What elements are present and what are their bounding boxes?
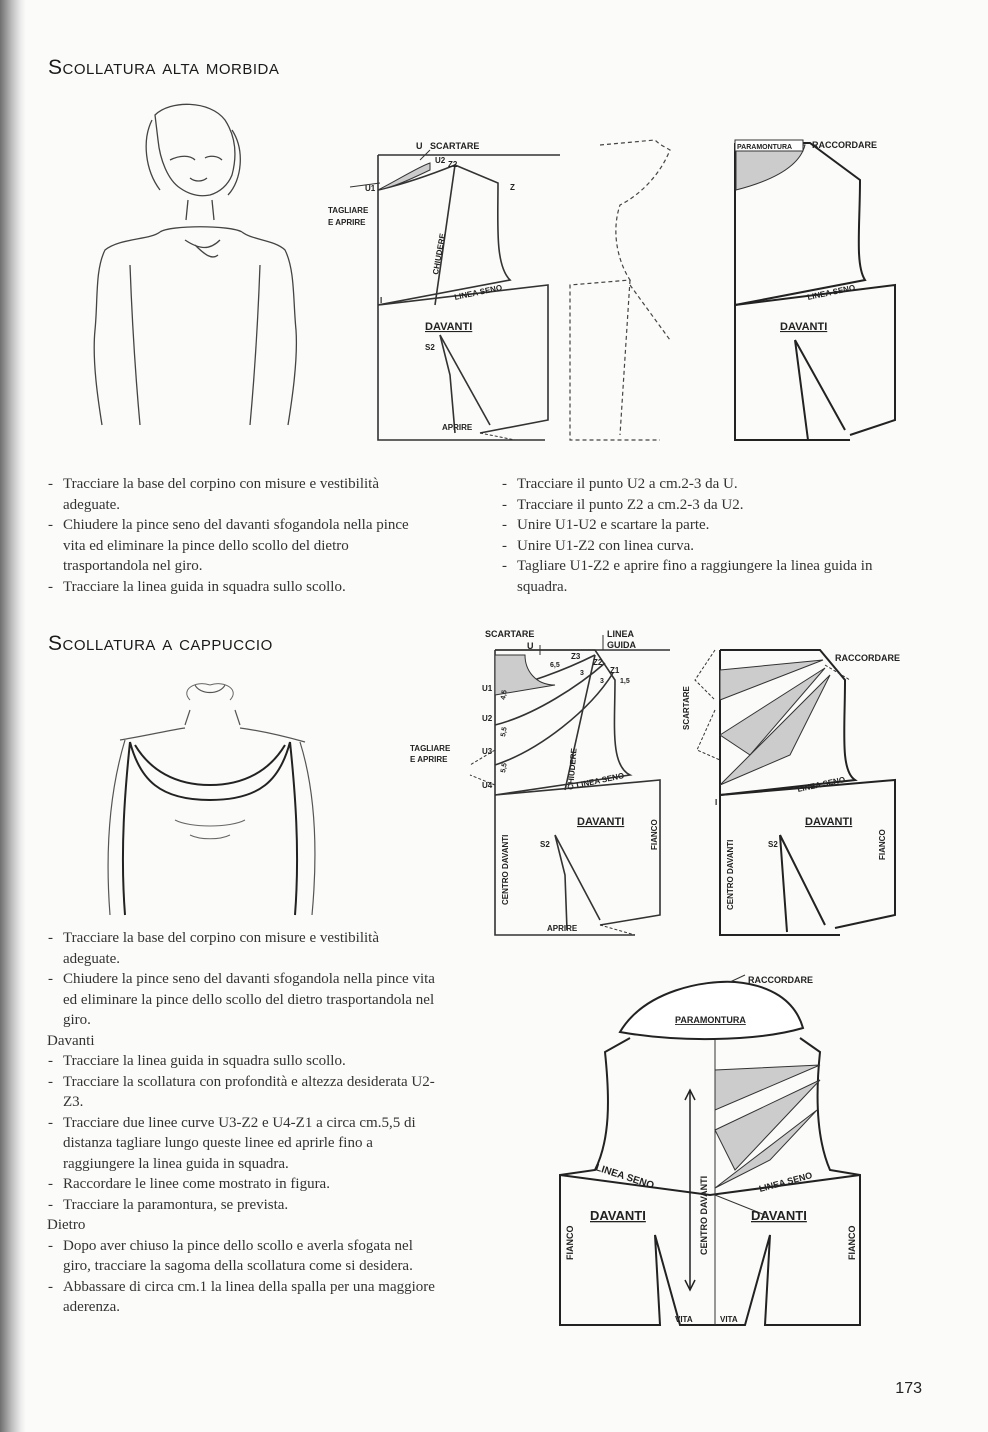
svg-text:Z3: Z3 [571,652,581,661]
svg-text:FIANCO: FIANCO [878,829,887,860]
diagram2-pattern-front [405,625,670,945]
svg-text:E APRIRE: E APRIRE [328,218,366,227]
svg-text:DAVANTI: DAVANTI [780,321,828,333]
step-item: - Raccordare le linee come mostrato in figura. [47,1174,437,1195]
step-item: - Tracciare la paramontura, se prevista. [47,1195,437,1216]
svg-text:U2: U2 [435,156,446,165]
svg-text:FIANCO: FIANCO [565,1225,575,1260]
step-item: - Unire U1-Z2 con linea curva. [501,536,911,557]
svg-text:1,5: 1,5 [620,678,630,685]
step-item: - Tracciare due linee curve U3-Z2 e U4-Z1 a circa cm.5,5 di distanza tagliare lungo queste linee ed aprirle fino a raggiungere la linea guida in squadra. [47,1113,437,1175]
svg-text:RACCORDARE: RACCORDARE [812,140,877,150]
fashion-sketch-cowl-neck [80,670,340,920]
svg-text:LINEA SENO: LINEA SENO [594,1162,656,1192]
step-item: - Tracciare la linea guida in squadra sullo scollo. [47,1051,437,1072]
svg-text:APRIRE: APRIRE [442,423,473,432]
svg-text:U3: U3 [482,747,493,756]
svg-text:U: U [527,641,534,651]
svg-text:S2: S2 [540,840,550,849]
section1-steps-left [47,474,427,597]
svg-text:Z1: Z1 [610,666,620,675]
section1-steps-right [501,474,911,597]
section2-steps [47,928,437,1318]
book-spine-shadow [0,0,26,1432]
svg-text:FIANCO: FIANCO [847,1225,857,1260]
step-item: - Unire U1-U2 e scartare la parte. [501,515,911,536]
svg-text:CHIUDERE: CHIUDERE [566,747,579,791]
svg-text:S2: S2 [425,343,435,352]
svg-text:SCARTARE: SCARTARE [430,141,480,151]
diagram1-pattern-front [320,135,560,445]
step-item: - Dopo aver chiuso la pince dello scollo e averla sfogata nel giro, tracciare la sagoma della scollatura come si desidera. [47,1236,437,1277]
step-item: - Tracciare la scollatura con profondità e altezza desiderata U2-Z3. [47,1072,437,1113]
svg-text:CHIUDERE: CHIUDERE [431,232,448,276]
page-number: 173 [895,1380,922,1397]
svg-text:SCARTARE: SCARTARE [485,629,535,639]
svg-text:LINEA SENO: LINEA SENO [796,775,846,794]
diagram-final-assembled [555,970,875,1335]
step-item: - Tracciare la base del corpino con misure e vestibilità adeguate. [47,474,427,515]
svg-text:DAVANTI: DAVANTI [751,1208,807,1223]
svg-text:5,5: 5,5 [500,726,509,738]
fashion-sketch-high-neck [60,100,310,435]
step-item: - Chiudere la pince seno del davanti sfogandola nella pince vita ed eliminare la pince dello scollo del dietro trasportandola nel giro. [47,515,427,577]
svg-text:U1: U1 [365,184,376,193]
svg-text:GUIDA: GUIDA [607,640,636,650]
svg-text:CENTRO DAVANTI: CENTRO DAVANTI [699,1175,709,1255]
svg-text:PARAMONTURA: PARAMONTURA [737,144,793,151]
diagram1-pattern-result [560,135,900,445]
svg-text:3: 3 [580,670,584,677]
svg-text:3: 3 [600,678,604,685]
svg-text:S2: S2 [768,840,778,849]
step-item: - Tracciare la base del corpino con misure e vestibilità adeguate. [47,928,437,969]
svg-text:DAVANTI: DAVANTI [805,816,853,828]
step-heading-dietro: Dietro [47,1217,86,1233]
svg-text:VITA: VITA [720,1315,738,1324]
step-item: - Chiudere la pince seno del davanti sfogandola nella pince vita ed eliminare la pince dello scollo del dietro trasportandola nel giro. [47,969,437,1031]
svg-text:RACCORDARE: RACCORDARE [835,653,900,663]
svg-text:VITA: VITA [675,1315,693,1324]
svg-text:CENTRO DAVANTI: CENTRO DAVANTI [726,839,735,910]
svg-text:4,5: 4,5 [500,689,509,701]
svg-text:DAVANTI: DAVANTI [590,1208,646,1223]
step-heading-davanti: Davanti [47,1032,95,1049]
svg-text:LINEA SENO: LINEA SENO [453,283,503,302]
svg-text:U: U [416,141,423,151]
svg-text:RACCORDARE: RACCORDARE [748,975,813,985]
section2-title: Scollatura a cappuccio [48,632,273,655]
svg-text:Z: Z [510,183,515,192]
svg-text:APRIRE: APRIRE [547,924,578,933]
step-item: - Tracciare il punto Z2 a cm.2-3 da U2. [501,495,911,516]
svg-text:6,5: 6,5 [550,662,560,669]
svg-text:DAVANTI: DAVANTI [577,816,625,828]
svg-text:I: I [380,296,383,305]
svg-text:FIANCO: FIANCO [650,819,659,850]
svg-text:U2: U2 [482,714,493,723]
svg-text:LINEA: LINEA [607,629,634,639]
svg-text:SCARTARE: SCARTARE [682,686,691,730]
svg-text:5,5: 5,5 [500,762,509,774]
step-item: - Tracciare la linea guida in squadra sullo scollo. [47,577,427,598]
step-item: - Tagliare U1-Z2 e aprire fino a raggiungere la linea guida in squadra. [501,556,911,597]
svg-text:I: I [715,798,718,807]
svg-text:DAVANTI: DAVANTI [425,321,473,333]
svg-text:PARAMONTURA: PARAMONTURA [675,1015,746,1025]
svg-text:U1: U1 [482,684,493,693]
step-item: - Abbassare di circa cm.1 la linea della spalla per una maggiore aderenza. [47,1277,437,1318]
step-item: - Tracciare il punto U2 a cm.2-3 da U. [501,474,911,495]
svg-text:Z2: Z2 [593,658,603,667]
svg-text:U4: U4 [482,781,493,790]
svg-text:E APRIRE: E APRIRE [410,755,448,764]
svg-text:LINEA SENO: LINEA SENO [575,771,625,790]
diagram2-pattern-result [675,640,915,940]
svg-text:Z2: Z2 [448,160,458,169]
svg-text:LINEA SENO: LINEA SENO [757,1170,814,1194]
svg-text:LINEA SENO: LINEA SENO [806,283,856,302]
section1-title: Scollatura alta morbida [48,56,280,79]
svg-text:TAGLIARE: TAGLIARE [410,744,451,753]
svg-text:TAGLIARE: TAGLIARE [328,206,369,215]
svg-text:CENTRO DAVANTI: CENTRO DAVANTI [501,834,510,905]
